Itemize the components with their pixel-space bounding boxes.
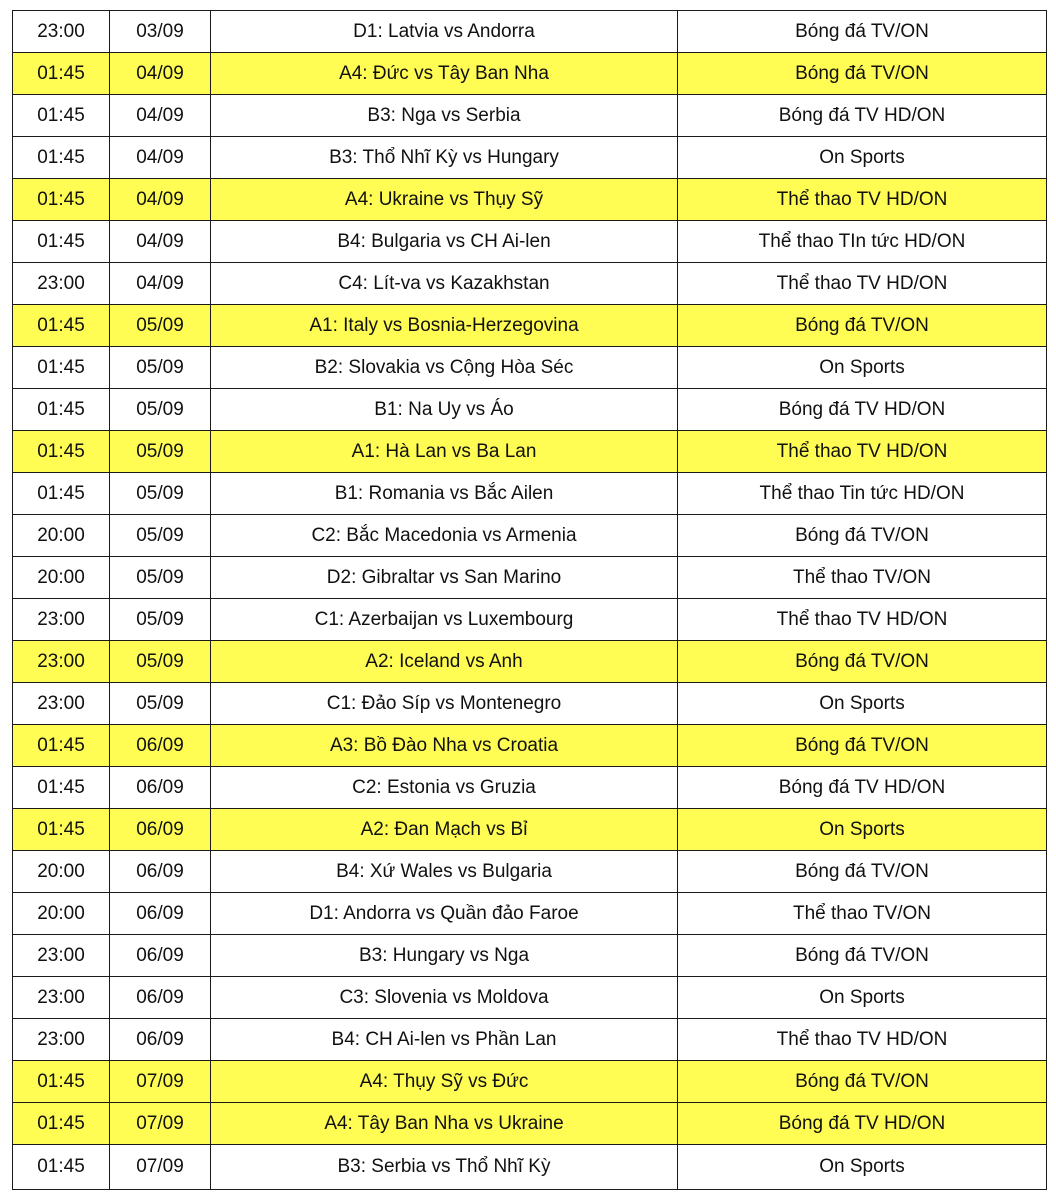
match-cell: B4: Xứ Wales vs Bulgaria (211, 851, 678, 893)
time-cell: 01:45 (13, 1061, 110, 1103)
date-cell: 06/09 (110, 809, 211, 851)
time-cell: 23:00 (13, 11, 110, 53)
match-cell: D1: Andorra vs Quần đảo Faroe (211, 893, 678, 935)
table-row (13, 851, 1047, 893)
date-cell: 06/09 (110, 725, 211, 767)
time-cell: 23:00 (13, 977, 110, 1019)
match-cell: C2: Estonia vs Gruzia (211, 767, 678, 809)
match-cell: A3: Bồ Đào Nha vs Croatia (211, 725, 678, 767)
match-cell: A2: Đan Mạch vs Bỉ (211, 809, 678, 851)
time-cell: 20:00 (13, 557, 110, 599)
match-cell: A1: Italy vs Bosnia-Herzegovina (211, 305, 678, 347)
channel-cell: Thể thao Tin tức HD/ON (678, 473, 1047, 515)
table-row (13, 95, 1047, 137)
time-cell: 23:00 (13, 599, 110, 641)
time-cell: 20:00 (13, 851, 110, 893)
table-row (13, 1061, 1047, 1103)
channel-cell: Bóng đá TV HD/ON (678, 389, 1047, 431)
channel-cell: Bóng đá TV/ON (678, 515, 1047, 557)
channel-cell: On Sports (678, 137, 1047, 179)
channel-cell: Bóng đá TV HD/ON (678, 95, 1047, 137)
table-row (13, 1145, 1047, 1190)
date-cell: 06/09 (110, 977, 211, 1019)
channel-cell: Bóng đá TV/ON (678, 11, 1047, 53)
match-cell: B4: CH Ai-len vs Phần Lan (211, 1019, 678, 1061)
table-row (13, 347, 1047, 389)
time-cell: 01:45 (13, 95, 110, 137)
channel-cell: Bóng đá TV/ON (678, 641, 1047, 683)
match-cell: A4: Đức vs Tây Ban Nha (211, 53, 678, 95)
time-cell: 01:45 (13, 767, 110, 809)
date-cell: 04/09 (110, 53, 211, 95)
date-cell: 05/09 (110, 305, 211, 347)
date-cell: 07/09 (110, 1145, 211, 1190)
match-cell: A4: Thụy Sỹ vs Đức (211, 1061, 678, 1103)
table-row (13, 137, 1047, 179)
date-cell: 06/09 (110, 767, 211, 809)
table-row (13, 431, 1047, 473)
date-cell: 05/09 (110, 557, 211, 599)
time-cell: 20:00 (13, 515, 110, 557)
date-cell: 05/09 (110, 515, 211, 557)
match-cell: C4: Lít-va vs Kazakhstan (211, 263, 678, 305)
table-row (13, 767, 1047, 809)
time-cell: 20:00 (13, 893, 110, 935)
match-cell: B3: Nga vs Serbia (211, 95, 678, 137)
channel-cell: Thể thao TV HD/ON (678, 431, 1047, 473)
channel-cell: Bóng đá TV HD/ON (678, 767, 1047, 809)
schedule-rows (13, 11, 1047, 1190)
match-cell: C3: Slovenia vs Moldova (211, 977, 678, 1019)
channel-cell: On Sports (678, 809, 1047, 851)
table-row (13, 557, 1047, 599)
channel-cell: Bóng đá TV/ON (678, 851, 1047, 893)
channel-cell: Thể thao TV HD/ON (678, 1019, 1047, 1061)
table-row (13, 1103, 1047, 1145)
match-cell: A4: Ukraine vs Thụy Sỹ (211, 179, 678, 221)
channel-cell: On Sports (678, 1145, 1047, 1190)
date-cell: 05/09 (110, 431, 211, 473)
time-cell: 01:45 (13, 1145, 110, 1190)
match-cell: C2: Bắc Macedonia vs Armenia (211, 515, 678, 557)
channel-cell: Thể thao TV HD/ON (678, 179, 1047, 221)
table-row (13, 221, 1047, 263)
time-cell: 23:00 (13, 263, 110, 305)
time-cell: 01:45 (13, 725, 110, 767)
channel-cell: On Sports (678, 347, 1047, 389)
time-cell: 23:00 (13, 683, 110, 725)
channel-cell: Bóng đá TV/ON (678, 53, 1047, 95)
table-row (13, 473, 1047, 515)
time-cell: 01:45 (13, 473, 110, 515)
match-cell: B3: Thổ Nhĩ Kỳ vs Hungary (211, 137, 678, 179)
channel-cell: Thể thao TV/ON (678, 557, 1047, 599)
date-cell: 05/09 (110, 683, 211, 725)
table-row (13, 11, 1047, 53)
date-cell: 04/09 (110, 263, 211, 305)
table-row (13, 599, 1047, 641)
match-cell: D1: Latvia vs Andorra (211, 11, 678, 53)
table-row (13, 179, 1047, 221)
date-cell: 05/09 (110, 473, 211, 515)
channel-cell: Bóng đá TV/ON (678, 935, 1047, 977)
table-row (13, 935, 1047, 977)
table-row (13, 893, 1047, 935)
match-cell: B3: Hungary vs Nga (211, 935, 678, 977)
time-cell: 01:45 (13, 347, 110, 389)
date-cell: 05/09 (110, 389, 211, 431)
match-cell: A1: Hà Lan vs Ba Lan (211, 431, 678, 473)
table-row (13, 1019, 1047, 1061)
table-row (13, 305, 1047, 347)
channel-cell: Bóng đá TV/ON (678, 725, 1047, 767)
date-cell: 07/09 (110, 1103, 211, 1145)
match-cell: A2: Iceland vs Anh (211, 641, 678, 683)
channel-cell: Bóng đá TV/ON (678, 1061, 1047, 1103)
match-cell: A4: Tây Ban Nha vs Ukraine (211, 1103, 678, 1145)
match-cell: B4: Bulgaria vs CH Ai-len (211, 221, 678, 263)
date-cell: 06/09 (110, 1019, 211, 1061)
time-cell: 01:45 (13, 53, 110, 95)
date-cell: 06/09 (110, 893, 211, 935)
table-row (13, 641, 1047, 683)
table-row (13, 263, 1047, 305)
table-row (13, 809, 1047, 851)
date-cell: 04/09 (110, 95, 211, 137)
time-cell: 01:45 (13, 137, 110, 179)
table-row (13, 389, 1047, 431)
date-cell: 04/09 (110, 221, 211, 263)
time-cell: 01:45 (13, 221, 110, 263)
time-cell: 01:45 (13, 389, 110, 431)
time-cell: 23:00 (13, 935, 110, 977)
schedule-container (12, 10, 1047, 1190)
date-cell: 05/09 (110, 641, 211, 683)
table-row (13, 515, 1047, 557)
match-cell: C1: Đảo Síp vs Montenegro (211, 683, 678, 725)
channel-cell: Bóng đá TV/ON (678, 305, 1047, 347)
date-cell: 06/09 (110, 935, 211, 977)
match-cell: B1: Na Uy vs Áo (211, 389, 678, 431)
time-cell: 01:45 (13, 1103, 110, 1145)
match-cell: D2: Gibraltar vs San Marino (211, 557, 678, 599)
time-cell: 01:45 (13, 305, 110, 347)
date-cell: 04/09 (110, 179, 211, 221)
date-cell: 05/09 (110, 347, 211, 389)
match-cell: C1: Azerbaijan vs Luxembourg (211, 599, 678, 641)
channel-cell: Bóng đá TV HD/ON (678, 1103, 1047, 1145)
broadcast-schedule-table (12, 10, 1047, 1190)
time-cell: 01:45 (13, 179, 110, 221)
channel-cell: Thể thao TV HD/ON (678, 263, 1047, 305)
match-cell: B1: Romania vs Bắc Ailen (211, 473, 678, 515)
channel-cell: Thể thao TIn tức HD/ON (678, 221, 1047, 263)
table-row (13, 53, 1047, 95)
channel-cell: Thể thao TV/ON (678, 893, 1047, 935)
match-cell: B3: Serbia vs Thổ Nhĩ Kỳ (211, 1145, 678, 1190)
date-cell: 05/09 (110, 599, 211, 641)
table-row (13, 977, 1047, 1019)
date-cell: 04/09 (110, 137, 211, 179)
channel-cell: On Sports (678, 683, 1047, 725)
date-cell: 07/09 (110, 1061, 211, 1103)
table-row (13, 725, 1047, 767)
time-cell: 23:00 (13, 1019, 110, 1061)
date-cell: 06/09 (110, 851, 211, 893)
channel-cell: Thể thao TV HD/ON (678, 599, 1047, 641)
channel-cell: On Sports (678, 977, 1047, 1019)
time-cell: 01:45 (13, 809, 110, 851)
time-cell: 23:00 (13, 641, 110, 683)
table-row (13, 683, 1047, 725)
date-cell: 03/09 (110, 11, 211, 53)
time-cell: 01:45 (13, 431, 110, 473)
match-cell: B2: Slovakia vs Cộng Hòa Séc (211, 347, 678, 389)
